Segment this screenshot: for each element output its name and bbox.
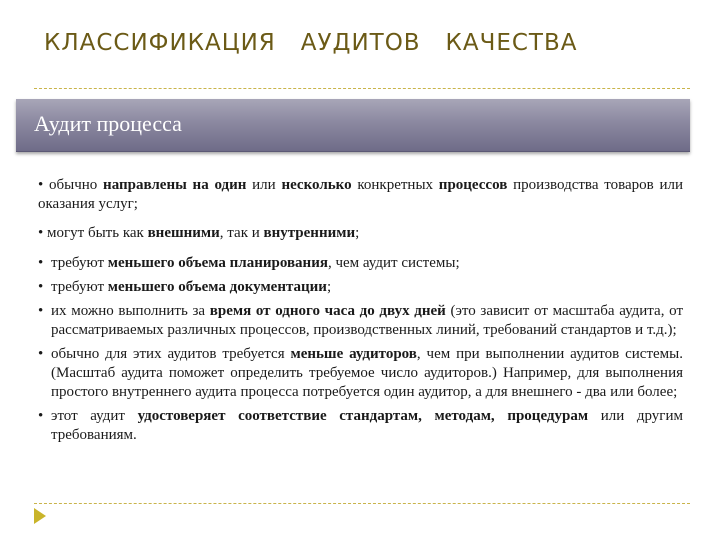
bullet: • [38,255,44,271]
triangle-right-icon[interactable] [34,508,46,524]
paragraph-external-internal: • могут быть как внешними, так и внутренними; [38,225,360,241]
paragraph-directed: • обычно направлены на один или несколько конкретных процессов производства товаров или оказания услуг; [38,177,683,212]
list-item: • требуют меньшего объема документации; [38,279,332,295]
bullet: • [38,225,44,241]
slide-title: КЛАССИФИКАЦИЯ АУДИТОВ КАЧЕСТВА [44,30,578,56]
bullet: • [38,303,44,319]
bullet: • [38,408,44,424]
bullet: • [38,279,44,295]
section-header-bar [16,99,690,152]
list-item: • этот аудит удостоверяет соответствие стандартам, методам, процедурам или другим требованиям. [38,408,683,443]
bottom-divider [34,503,690,504]
section-header-label: Аудит процесса [34,111,182,136]
top-divider [34,88,690,89]
content-body [38,176,683,450]
bullet: • [38,177,44,193]
bullet: • [38,346,44,362]
list-item: • требуют меньшего объема планирования, чем аудит системы; [38,255,460,271]
bullet-list [38,254,683,445]
list-item: • их можно выполнить за время от одного часа до двух дней (это зависит от масштаба аудита, от рассматриваемых различных процессов, производственных линий, требований стандартов и т.д.); [38,303,683,338]
list-item: • обычно для этих аудитов требуется меньше аудиторов, чем при выполнении аудитов системы. (Масштаб аудита поможет определить требуемое число аудиторов.) Например, для выполнения простого внутреннего аудита процесса потребуется один аудитор, а для внешнего - два или более; [38,346,683,400]
